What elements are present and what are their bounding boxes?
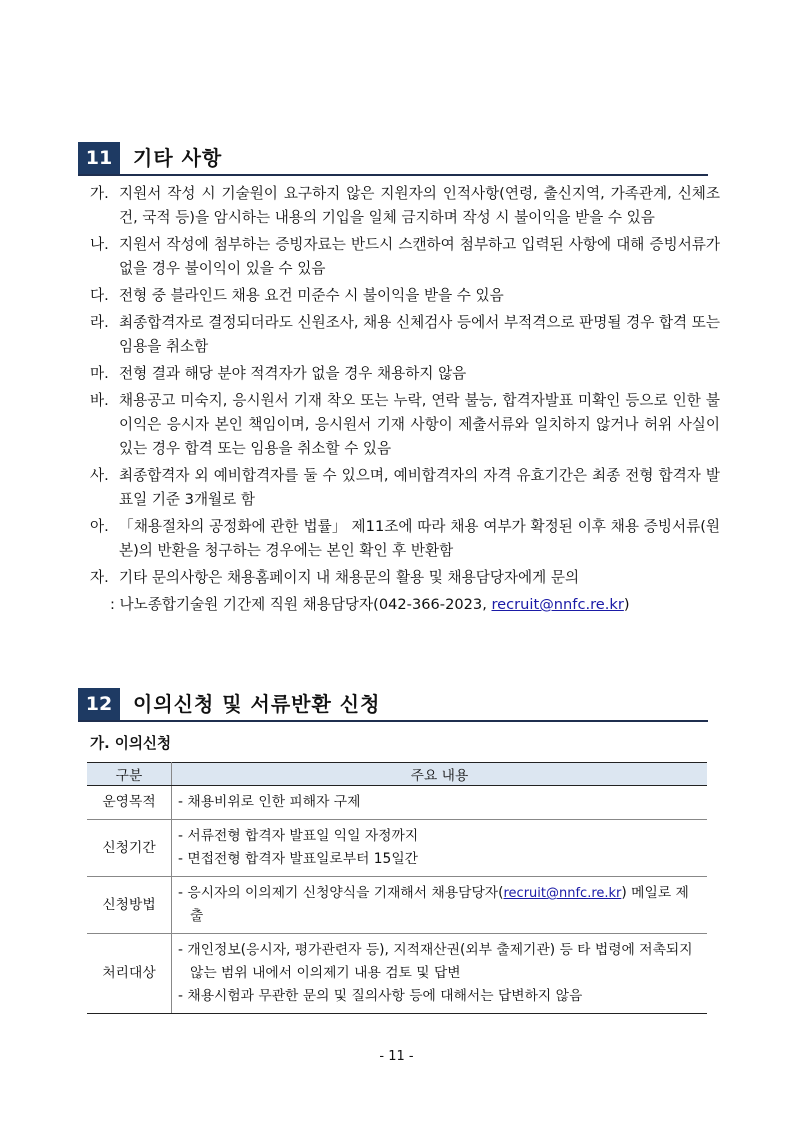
section-title: 이의신청 및 서류반환 신청 [133, 692, 381, 716]
item-text: 지원서 작성에 첨부하는 증빙자료는 반드시 스캔하여 첨부하고 입력된 사항에 대해 증빙서류가 없을 경우 불이익이 있을 수 있음 [119, 236, 720, 277]
list-item [90, 284, 720, 308]
item-mark: 사. [90, 467, 109, 484]
objection-table [87, 762, 707, 1014]
content-line: - 개인정보(응시자, 평가관련자 등), 지적재산권(외부 출제기관) 등 타 법령에 저촉되지 않는 범위 내에서 이의제기 내용 검토 및 답변 [178, 942, 693, 981]
row-content [172, 820, 708, 877]
list-item [90, 182, 720, 230]
section-title: 기타 사항 [133, 146, 223, 170]
item-mark: 아. [90, 518, 109, 535]
item-mark: 가. [90, 185, 109, 202]
contact-suffix: ) [623, 596, 630, 613]
column-header: 구분 [87, 763, 172, 786]
table-row [87, 877, 707, 934]
item-text: 지원서 작성 시 기술원이 요구하지 않은 지원자의 인적사항(연령, 출신지역, 가족관계, 신체조건, 국적 등)을 암시하는 내용의 기입을 일체 금지하며 작성 시 불이익을 받을 수 있음 [119, 185, 720, 226]
section-number: 11 [78, 142, 120, 174]
row-content [172, 877, 708, 934]
item-mark: 자. [90, 569, 109, 586]
table-row [87, 820, 707, 877]
item-text: 전형 결과 해당 분야 적격자가 없을 경우 채용하지 않음 [119, 365, 467, 382]
section-11-items [90, 182, 720, 617]
table-row [87, 786, 707, 820]
email-link[interactable]: recruit@nnfc.re.kr [503, 886, 622, 901]
item-text: 최종합격자 외 예비합격자를 둘 수 있으며, 예비합격자의 자격 유효기간은 최종 전형 합격자 발표일 기준 3개월로 함 [119, 467, 720, 508]
page-number: - 11 - [379, 1049, 414, 1064]
contact-prefix: : 나노종합기술원 기간제 직원 채용담당자(042-366-2023, [110, 596, 492, 613]
content-line: - 채용시험과 무관한 문의 및 질의사항 등에 대해서는 답변하지 않음 [178, 988, 583, 1004]
item-text: 최종합격자로 결정되더라도 신원조사, 채용 신체검사 등에서 부적격으로 판명될 경우 합격 또는 임용을 취소함 [119, 314, 720, 355]
item-text: 채용공고 미숙지, 응시원서 기재 착오 또는 누락, 연락 불능, 합격자발표 미확인 등으로 인한 불이익은 응시자 본인 책임이며, 응시원서 기재 사항이 제출서류와 일치하지 않거나 허위 사실이 있는 경우 합격 또는 임용을 취소할 수 있음 [119, 392, 720, 457]
section-number: 12 [78, 688, 120, 720]
list-item [90, 362, 720, 386]
item-mark: 라. [90, 314, 109, 331]
row-label: 신청기간 [87, 820, 172, 877]
content-line: - 채용비위로 인한 피해자 구제 [178, 794, 361, 810]
list-item [90, 233, 720, 281]
content-text: - 응시자의 이의제기 신청양식을 기재해서 채용담당자( [178, 885, 504, 901]
list-item [90, 389, 720, 461]
section-12-header [78, 688, 708, 722]
content-text-after: ) 메일로 제출 [190, 885, 689, 924]
contact-line [90, 593, 720, 617]
section-11-header [78, 142, 708, 176]
item-mark: 바. [90, 392, 109, 409]
row-label: 처리대상 [87, 934, 172, 1014]
item-text: 「채용절차의 공정화에 관한 법률」 제11조에 따라 채용 여부가 확정된 이후 채용 증빙서류(원본)의 반환을 청구하는 경우에는 본인 확인 후 반환함 [119, 518, 720, 559]
row-content [172, 786, 708, 820]
column-header: 주요 내용 [172, 763, 708, 786]
item-mark: 마. [90, 365, 109, 382]
list-item [90, 464, 720, 512]
contact-email-link[interactable]: recruit@nnfc.re.kr [491, 596, 624, 613]
list-item [90, 311, 720, 359]
content-line [178, 882, 701, 928]
row-label: 운영목적 [87, 786, 172, 820]
item-text: 전형 중 블라인드 채용 요건 미준수 시 불이익을 받을 수 있음 [119, 287, 504, 304]
content-line: - 서류전형 합격자 발표일 익일 자정까지 [178, 828, 419, 844]
row-content [172, 934, 708, 1014]
table-header-row [87, 763, 707, 786]
table-row [87, 934, 707, 1014]
list-item [90, 566, 720, 590]
item-mark: 나. [90, 236, 109, 253]
item-mark: 다. [90, 287, 109, 304]
subsection-heading: 가. 이의신청 [90, 735, 172, 752]
list-item [90, 515, 720, 563]
content-line: - 면접전형 합격자 발표일로부터 15일간 [178, 851, 418, 867]
row-label: 신청방법 [87, 877, 172, 934]
item-text: 기타 문의사항은 채용홈페이지 내 채용문의 활용 및 채용담당자에게 문의 [119, 569, 580, 586]
